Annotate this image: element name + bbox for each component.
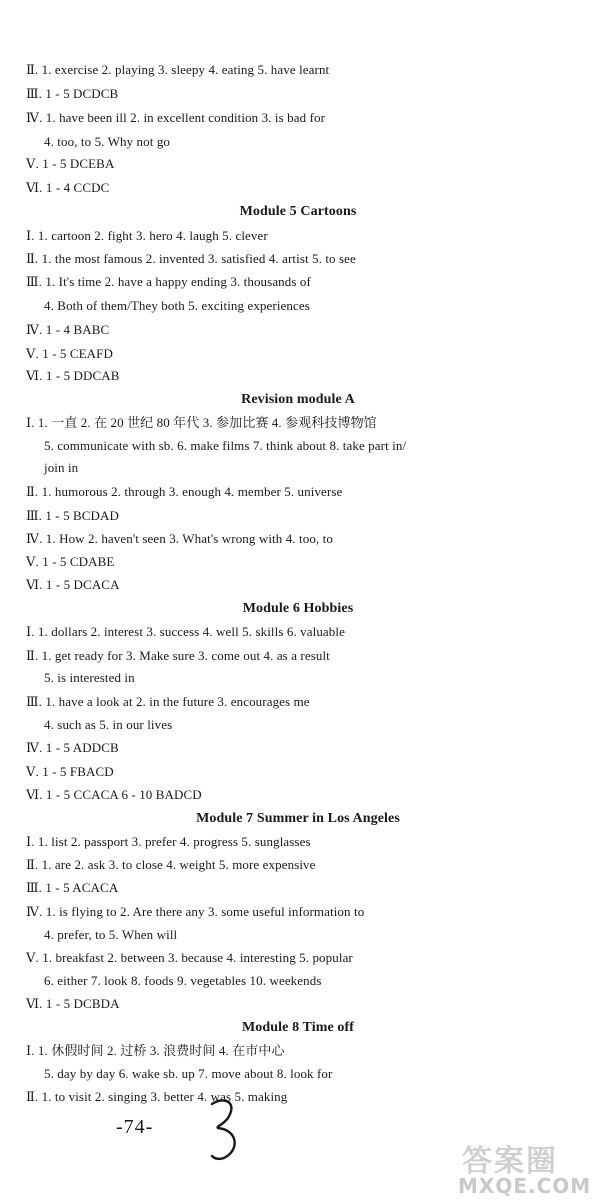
answer-continuation-line: 5. communicate with sb. 6. make films 7. think about 8. take part in/ (44, 438, 407, 453)
module-8-heading: Module 8 Time off (241, 1020, 354, 1035)
answer-line: Ⅱ. 1. humorous 2. through 3. enough 4. member 5. universe (26, 484, 343, 499)
watermark-top-text: 答案圈 (462, 1144, 558, 1179)
answer-line: Ⅰ. 1. dollars 2. interest 3. success 4. well 5. skills 6. valuable (26, 624, 345, 639)
answer-line: Ⅲ. 1 - 5 DCDCB (26, 86, 119, 101)
answer-line: Ⅱ. 1. to visit 2. singing 3. better 4. was 5. making (26, 1089, 288, 1104)
module-5-heading: Module 5 Cartoons (239, 204, 357, 219)
revision-module-a-heading: Revision module A (241, 392, 355, 407)
page-number: -74- (116, 1116, 154, 1138)
answer-line: Ⅰ. 1. cartoon 2. fight 3. hero 4. laugh 5. clever (26, 228, 268, 243)
answer-continuation-line: 6. either 7. look 8. foods 9. vegetables 10. weekends (44, 973, 322, 988)
watermark-bottom-text: MXQE.COM (458, 1174, 592, 1198)
answer-continuation-line: 4. such as 5. in our lives (44, 717, 173, 732)
answer-line: Ⅱ. 1. are 2. ask 3. to close 4. weight 5. more expensive (26, 857, 316, 872)
answer-line: Ⅵ. 1 - 5 DDCAB (26, 368, 120, 383)
answer-line: Ⅵ. 1 - 4 CCDC (26, 180, 110, 195)
answer-line: Ⅲ. 1. It's time 2. have a happy ending 3. thousands of (26, 274, 311, 289)
answer-line: Ⅴ. 1 - 5 CEAFD (26, 346, 113, 361)
answer-line: Ⅵ. 1 - 5 CCACA 6 - 10 BADCD (26, 787, 202, 802)
answer-line: Ⅰ. 1. list 2. passport 3. prefer 4. progress 5. sunglasses (26, 834, 311, 849)
answer-line: Ⅴ. 1 - 5 DCEBA (26, 156, 115, 171)
answer-line: Ⅳ. 1. have been ill 2. in excellent condition 3. is bad for (26, 110, 326, 125)
answer-line: Ⅱ. 1. the most famous 2. invented 3. satisfied 4. artist 5. to see (26, 251, 356, 266)
answer-line: Ⅰ. 1. 一直 2. 在 20 世纪 80 年代 3. 参加比赛 4. 参观科技博物馆 (26, 415, 377, 430)
answer-continuation-line: 4. Both of them/They both 5. exciting experiences (44, 298, 310, 313)
answer-line: Ⅲ. 1 - 5 BCDAD (26, 508, 120, 523)
answer-line: Ⅳ. 1 - 4 BABC (26, 322, 110, 337)
answer-line: Ⅵ. 1 - 5 DCBDA (26, 996, 120, 1011)
answer-continuation-line: 4. too, to 5. Why not go (44, 134, 171, 149)
answer-continuation-line: 5. is interested in (44, 670, 135, 685)
module-6-heading: Module 6 Hobbies (242, 601, 354, 616)
answer-line: Ⅳ. 1. How 2. haven't seen 3. What's wrong with 4. too, to (26, 531, 333, 546)
answer-continuation-line: join in (44, 460, 79, 475)
answer-line: Ⅱ. 1. get ready for 3. Make sure 3. come out 4. as a result (26, 648, 330, 663)
answer-line: Ⅳ. 1. is flying to 2. Are there any 3. some useful information to (26, 904, 365, 919)
answer-line: Ⅲ. 1. have a look at 2. in the future 3. encourages me (26, 694, 310, 709)
answer-line: Ⅴ. 1 - 5 CDABE (26, 554, 115, 569)
handwritten-three-mark (204, 1096, 244, 1162)
answer-line: Ⅴ. 1. breakfast 2. between 3. because 4. interesting 5. popular (26, 950, 353, 965)
module-7-heading: Module 7 Summer in Los Angeles (196, 811, 400, 826)
answer-continuation-line: 4. prefer, to 5. When will (44, 927, 178, 942)
answer-line: Ⅱ. 1. exercise 2. playing 3. sleepy 4. eating 5. have learnt (26, 62, 330, 77)
answer-line: Ⅰ. 1. 休假时间 2. 过桥 3. 浪费时间 4. 在市中心 (26, 1043, 285, 1058)
answer-line: Ⅳ. 1 - 5 ADDCB (26, 740, 119, 755)
answer-continuation-line: 5. day by day 6. wake sb. up 7. move about 8. look for (44, 1066, 333, 1081)
answer-line: Ⅴ. 1 - 5 FBACD (26, 764, 114, 779)
answer-line: Ⅵ. 1 - 5 DCACA (26, 577, 120, 592)
answer-line: Ⅲ. 1 - 5 ACACA (26, 880, 119, 895)
watermark-logo (456, 1136, 590, 1198)
